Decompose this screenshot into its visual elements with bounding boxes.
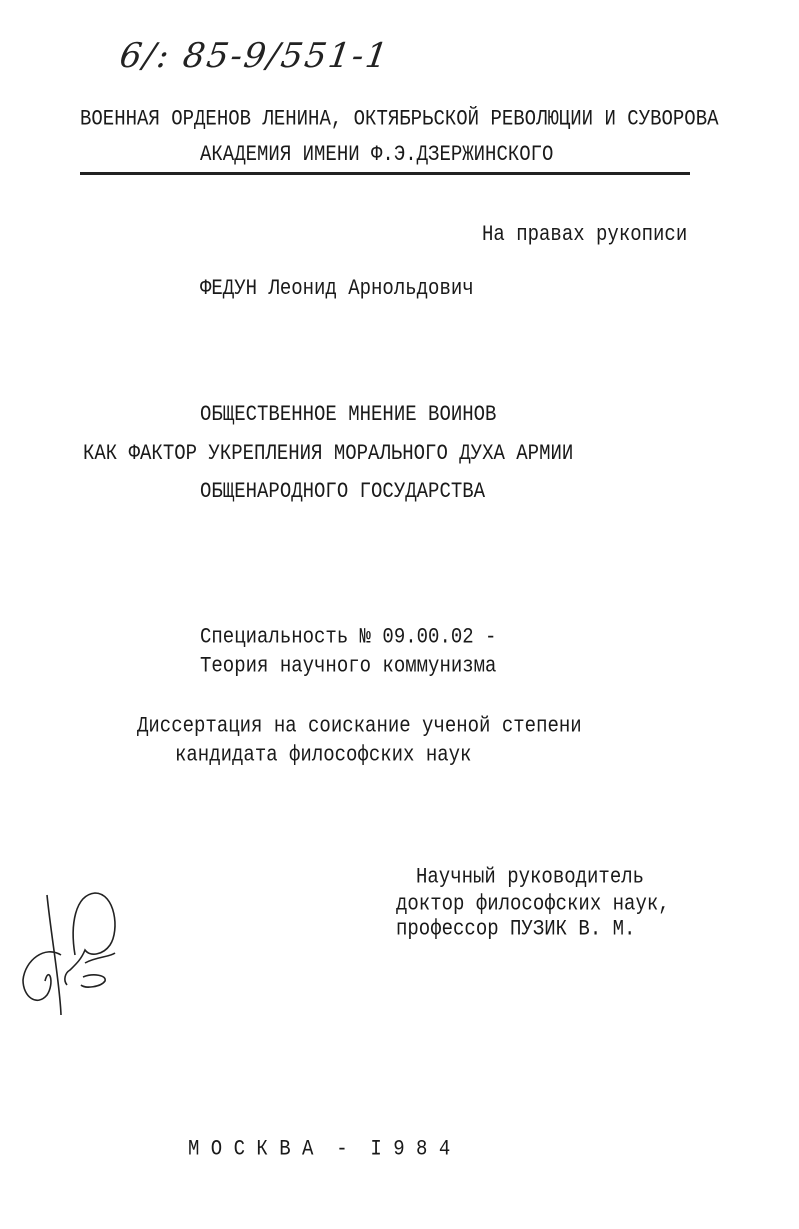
institution-line2: АКАДЕМИЯ ИМЕНИ Ф.Э.ДЗЕРЖИНСКОГО xyxy=(200,141,554,167)
title-line3: ОБЩЕНАРОДНОГО ГОСУДАРСТВА xyxy=(200,478,486,504)
title-line1: ОБЩЕСТВЕННОЕ МНЕНИЕ ВОИНОВ xyxy=(200,401,497,427)
supervisor-line3: профессор ПУЗИК В. М. xyxy=(396,916,636,942)
signature xyxy=(15,885,125,1025)
institution-line1: ВОЕННАЯ ОРДЕНОВ ЛЕНИНА, ОКТЯБРЬСКОЙ РЕВОЛЮЦИИ И СУВОРОВА xyxy=(80,106,719,132)
specialty-line1: Специальность № 09.00.02 - xyxy=(200,624,497,650)
degree-line1: Диссертация на соискание ученой степени xyxy=(137,713,582,739)
header-rule xyxy=(80,172,690,175)
city-year: М О С К В А - I 9 8 4 xyxy=(188,1136,451,1162)
archive-mark: 6/: 85-9/551-1 xyxy=(117,36,393,76)
degree-line2: кандидата философских наук xyxy=(175,742,472,768)
title-line2: КАК ФАКТОР УКРЕПЛЕНИЯ МОРАЛЬНОГО ДУХА АРМИИ xyxy=(83,440,574,466)
supervisor-line1: Научный руководитель xyxy=(416,864,645,890)
author-name: ФЕДУН Леонид Арнольдович xyxy=(200,275,474,301)
rights-note: На правах рукописи xyxy=(482,221,688,247)
specialty-line2: Теория научного коммунизма xyxy=(200,653,497,679)
supervisor-line2: доктор философских наук, xyxy=(396,891,670,917)
